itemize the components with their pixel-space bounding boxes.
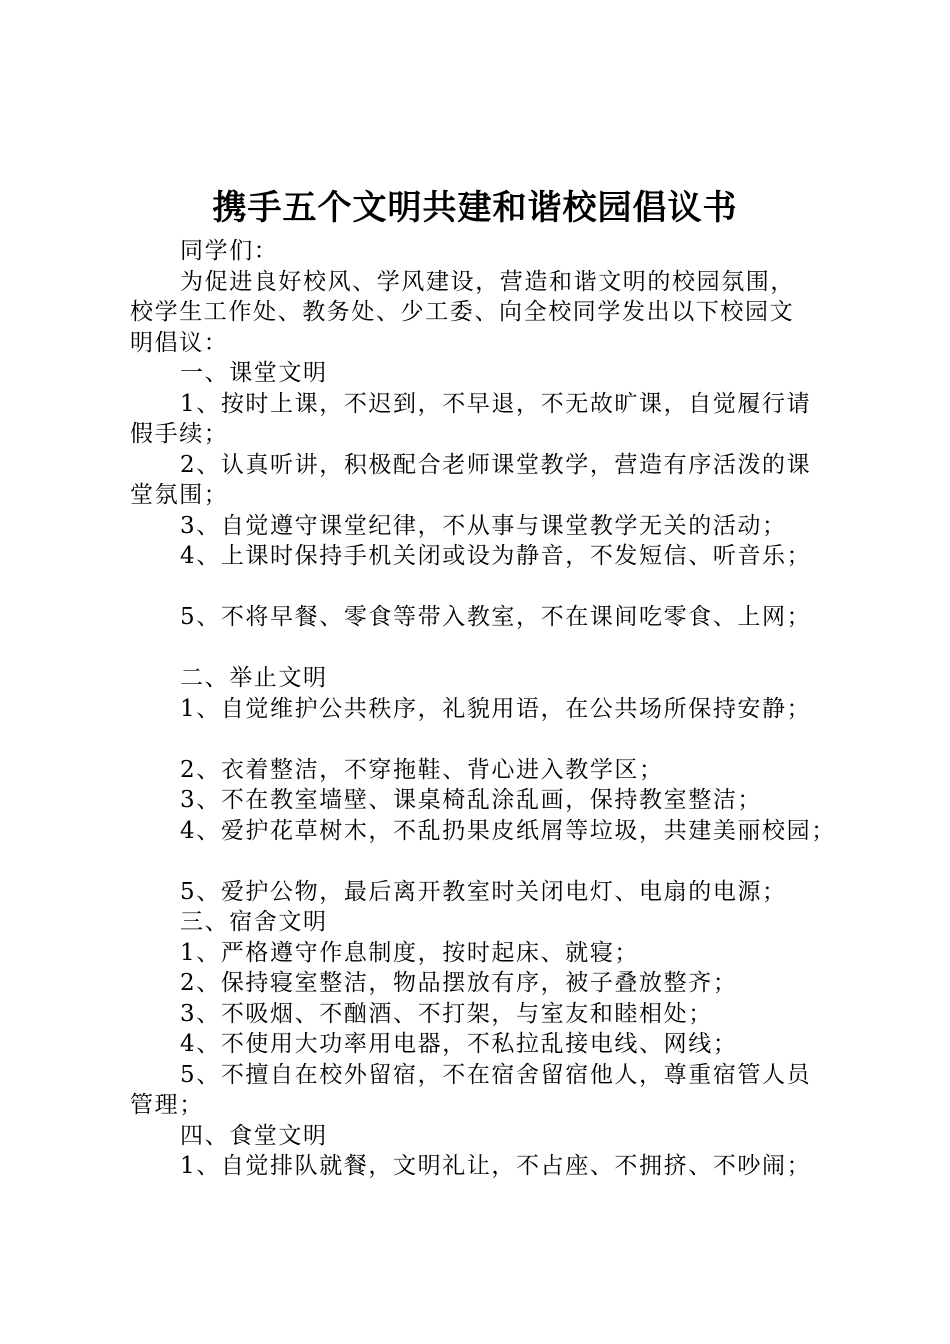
list-item: 5、不将早餐、零食等带入教室，不在课间吃零食、上网； <box>180 604 812 630</box>
salutation: 同学们： <box>180 238 279 264</box>
list-item: 4、不使用大功率用电器，不私拉乱接电线、网线； <box>180 1031 738 1057</box>
list-item: 3、自觉遵守课堂纪律，不从事与课堂教学无关的活动； <box>180 512 787 539</box>
list-item: 2、认真听讲，积极配合老师课堂教学，营造有序活泼的课 <box>180 451 812 478</box>
list-item: 1、严格遵守作息制度，按时起床、就寝； <box>180 939 640 966</box>
list-item: 1、按时上课，不迟到，不早退，不无故旷课，自觉履行请 <box>180 390 812 417</box>
list-item: 2、衣着整洁，不穿拖鞋、背心进入教学区； <box>180 756 664 783</box>
list-item: 4、上课时保持手机关闭或设为静音，不发短信、听音乐； <box>180 543 812 569</box>
list-item: 3、不在教室墙壁、课桌椅乱涂乱画，保持教室整洁； <box>180 787 763 813</box>
section-heading: 四、食堂文明 <box>180 1122 328 1149</box>
intro-line: 校学生工作处、教务处、少工委、向全校同学发出以下校园文 <box>130 299 795 325</box>
blank-line <box>130 846 830 877</box>
blank-line <box>130 724 830 755</box>
list-item: 1、自觉维护公共秩序，礼貌用语，在公共场所保持安静； <box>180 695 812 722</box>
section-heading: 一、课堂文明 <box>180 360 328 386</box>
list-item: 1、自觉排队就餐，文明礼让，不占座、不拥挤、不吵闹； <box>180 1153 812 1179</box>
list-item: 5、不擅自在校外留宿，不在宿舍留宿他人，尊重宿管人员 <box>180 1061 812 1088</box>
list-item: 4、爱护花草树木，不乱扔果皮纸屑等垃圾，共建美丽校园； <box>180 817 836 844</box>
intro-line: 为促进良好校风、学风建设，营造和谐文明的校园氛围， <box>180 268 795 295</box>
document-title: 携手五个文明共建和谐校园倡议书 <box>212 188 738 228</box>
blank-line <box>130 572 830 603</box>
section-heading: 三、宿舍文明 <box>180 909 328 935</box>
list-item: 2、保持寝室整洁，物品摆放有序，被子叠放整齐； <box>180 970 738 996</box>
list-item: 5、爱护公物，最后离开教室时关闭电灯、电扇的电源； <box>180 878 787 905</box>
intro-line: 明倡议： <box>130 329 229 356</box>
list-item-continuation: 堂氛围； <box>130 482 229 508</box>
blank-line <box>130 633 830 664</box>
list-item-continuation: 管理； <box>130 1092 204 1118</box>
section-heading: 二、举止文明 <box>180 665 328 691</box>
list-item: 3、不吸烟、不酗酒、不打架，与室友和睦相处； <box>180 1000 713 1027</box>
list-item-continuation: 假手续； <box>130 421 229 447</box>
document-body <box>130 236 836 1182</box>
